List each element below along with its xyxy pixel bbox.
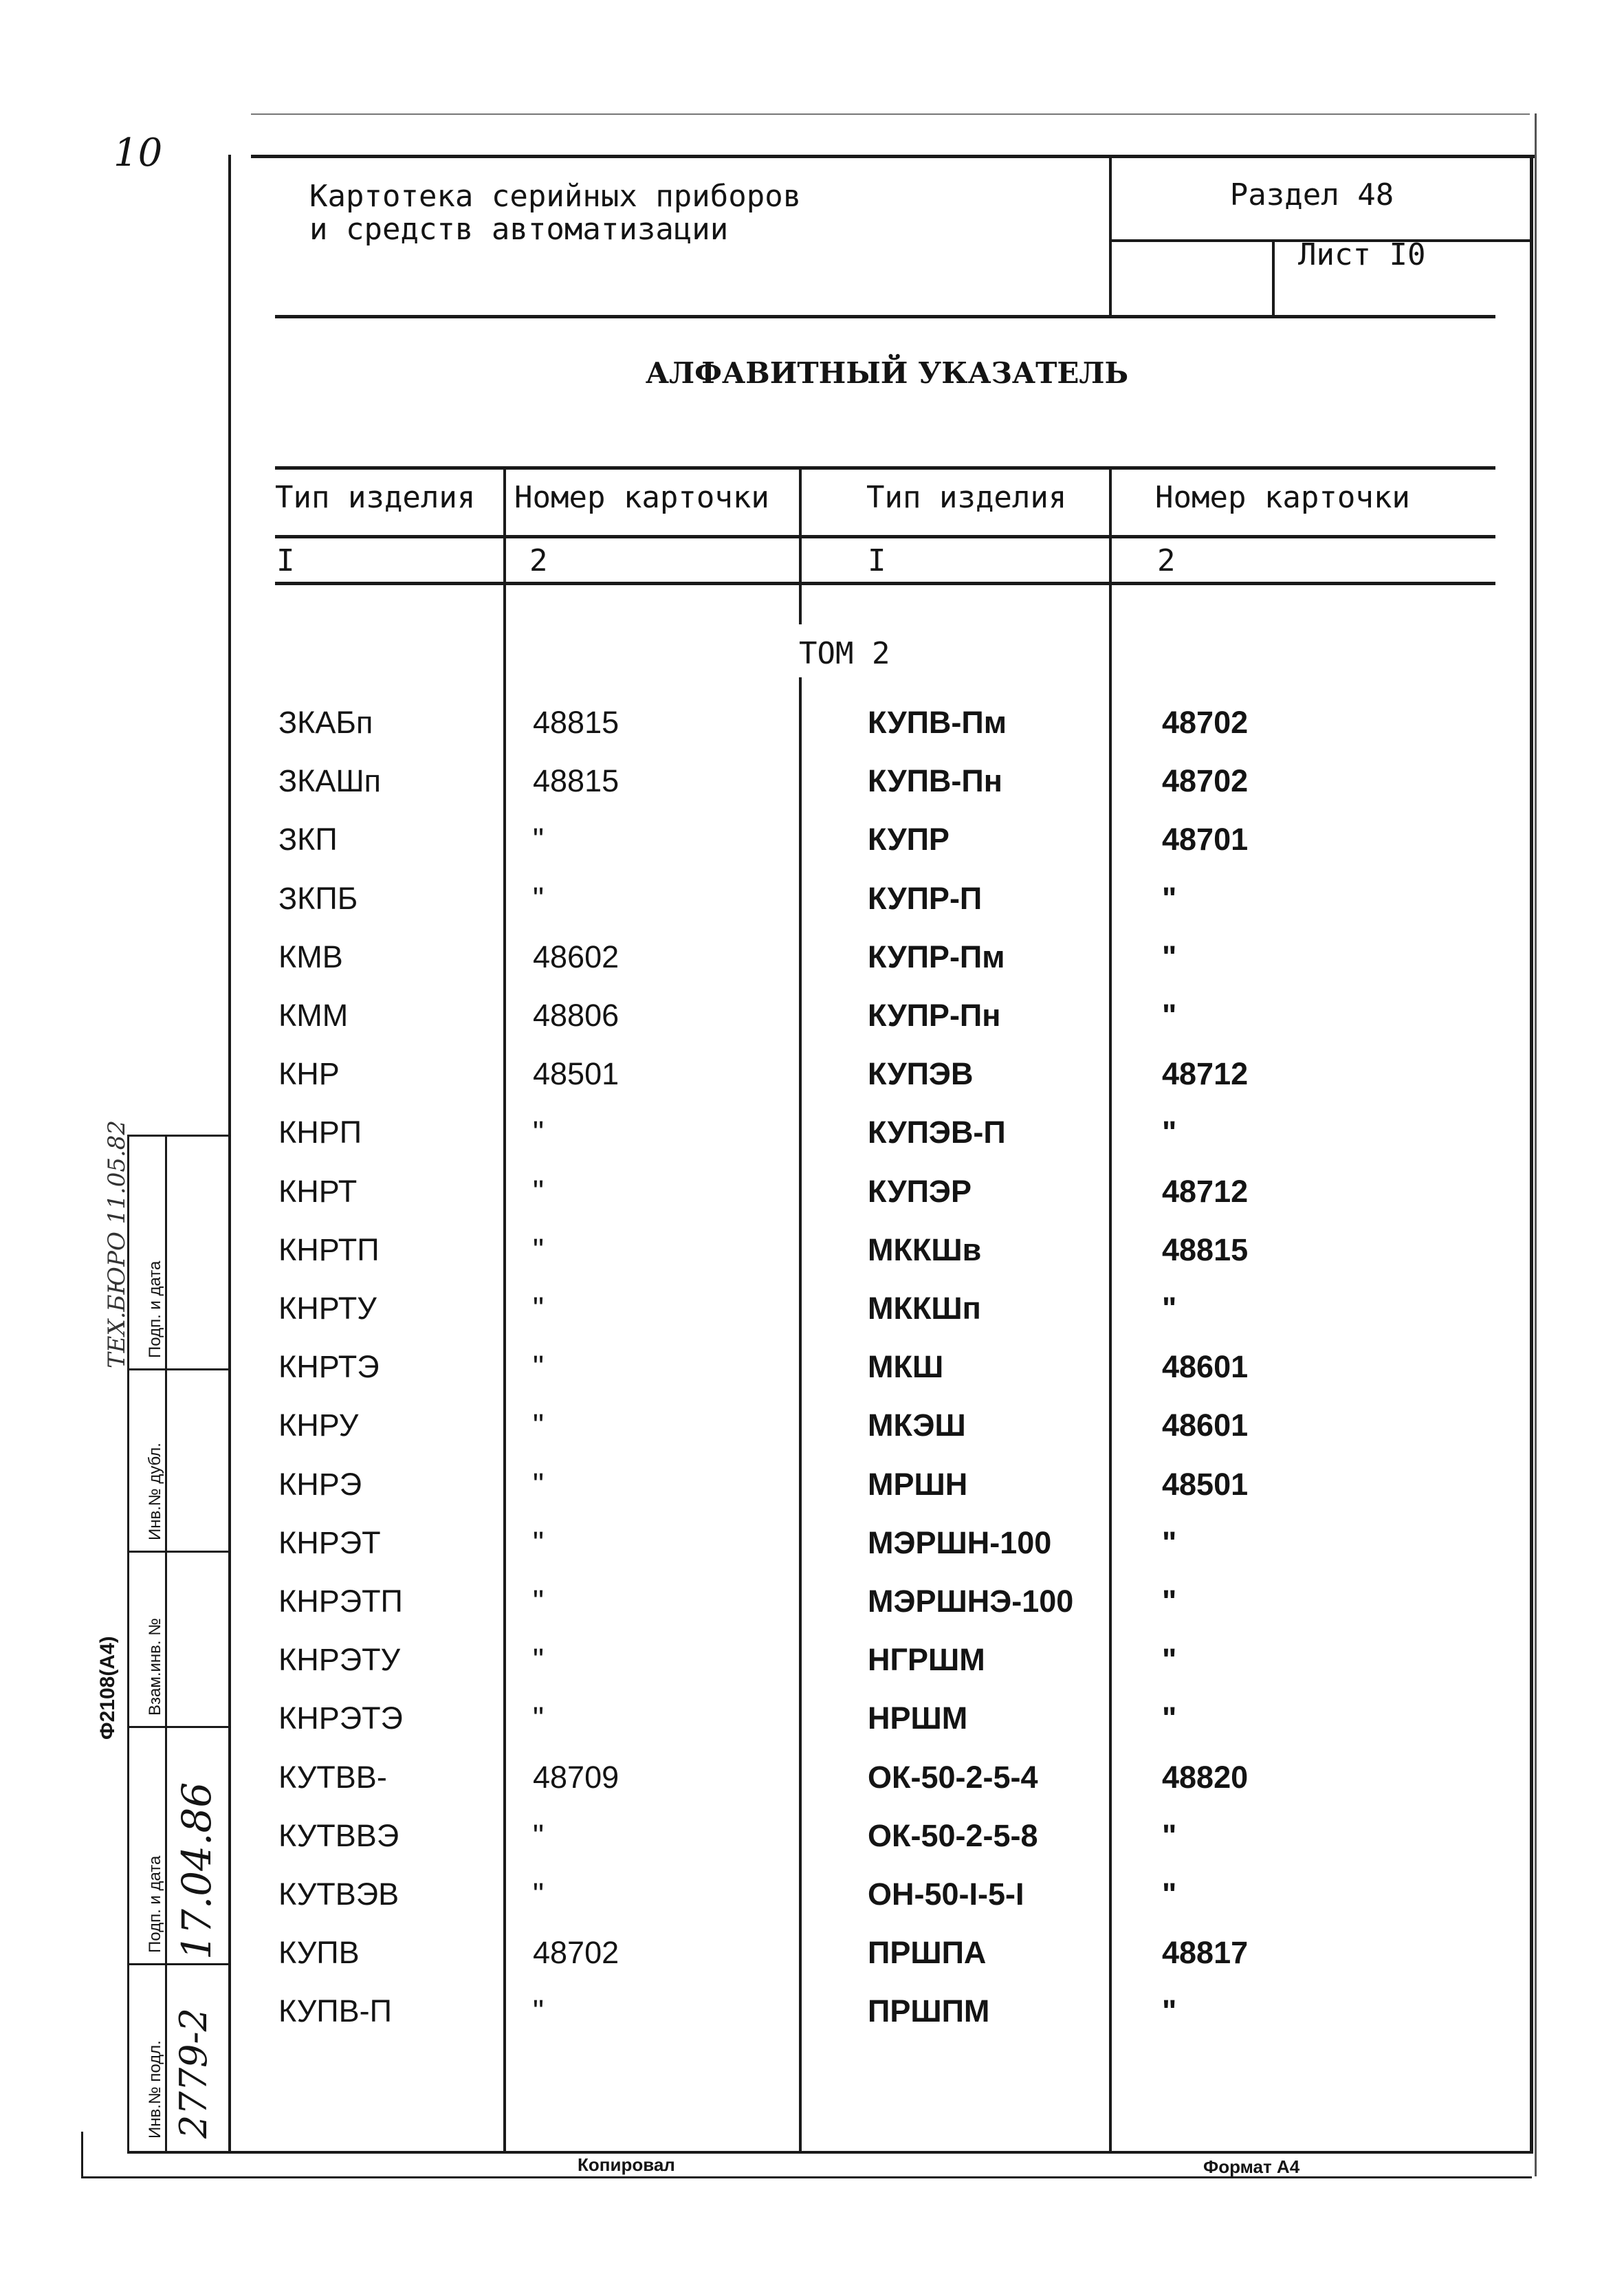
row-type-right: НРШМ [868,1701,968,1736]
col-sep-2 [799,466,802,624]
row-card-right: 48815 [1162,1232,1249,1267]
row-type-right: ПРШПМ [868,1993,990,2029]
row-type-right: НГРШМ [868,1642,985,1677]
row-type-right: КУПЭР [868,1174,972,1209]
row-type-left: ЗКП [278,822,338,857]
row-card-left: 48806 [533,998,619,1033]
row-type-right: КУПВ-Пн [868,763,1002,798]
row-card-left: " [533,1174,544,1209]
row-card-left: " [533,1993,544,2029]
table-num-rule [275,582,1495,585]
row-card-right: " [1162,998,1177,1033]
stamp-sign-date-2: Подп. и дата [146,1260,164,1358]
col-num-type-left: I [276,543,295,578]
col-num-card-right: 2 [1157,543,1176,578]
col-header-card-right: Номер карточки [1155,480,1410,515]
row-type-right: КУПЭВ-П [868,1115,1006,1150]
header-bottom-rule [275,315,1495,318]
stamp-inv-dup: Инв.№ дубл. [146,1443,164,1540]
row-type-left: КНРЭТП [278,1584,403,1619]
row-card-left: " [533,1467,544,1502]
table-head-rule [275,535,1495,538]
row-type-right: ОК-50-2-5-4 [868,1760,1038,1795]
row-card-left: " [533,1115,544,1150]
row-type-left: КУПВ-П [278,1993,392,2029]
col-header-type-right: Тип изделия [866,480,1067,515]
row-card-right: " [1162,939,1177,974]
col-num-type-right: I [868,543,886,578]
row-type-right: КУПР-Пм [868,939,1005,974]
row-type-left: КНРЭТЭ [278,1701,403,1736]
row-card-right: 48712 [1162,1056,1249,1091]
row-type-right: ПРШПА [868,1935,987,1970]
row-card-left: " [533,1525,544,1560]
row-card-left: " [533,1701,544,1736]
row-type-right: МЭРШНЭ-100 [868,1584,1074,1619]
row-type-left: КНРТУ [278,1291,377,1326]
row-type-left: КУТВВЭ [278,1818,399,1853]
stamp-sep-3 [127,1726,230,1728]
row-card-right: 48712 [1162,1174,1249,1209]
table-top-rule [275,466,1495,470]
row-type-left: КУПВ [278,1935,360,1970]
row-card-left: " [533,822,544,857]
row-type-right: МЭРШН-100 [868,1525,1052,1560]
stamp-col-divider [165,1135,167,2152]
col-sep-3 [1109,466,1112,2151]
row-type-left: КНРУ [278,1408,359,1443]
row-card-left: 48815 [533,763,619,798]
sheet-label: Лист I0 [1298,237,1426,272]
row-type-right: КУПР-Пн [868,998,1001,1033]
outer-right [1535,113,1537,2176]
row-card-left: 48602 [533,939,619,974]
volume-label: ТОМ 2 [799,636,890,671]
row-card-right: 48501 [1162,1467,1249,1502]
row-type-right: КУПЭВ [868,1056,974,1091]
col-num-card-left: 2 [529,543,548,578]
row-card-left: " [533,1232,544,1267]
col-sep-2b [799,677,802,2151]
row-type-left: КНРТЭ [278,1349,380,1384]
row-type-right: МКШ [868,1349,944,1384]
row-type-left: КНРТП [278,1232,380,1267]
row-card-right: 48702 [1162,705,1249,740]
header-sheet-divider [1272,239,1275,316]
frame-right [1530,155,1533,2152]
row-card-right: 48702 [1162,763,1249,798]
row-type-right: КУПР-П [868,881,983,916]
row-type-left: КНРЭ [278,1467,362,1502]
row-card-right: 48701 [1162,822,1249,857]
stamp-sep-2 [127,1551,230,1553]
row-card-left: " [533,1349,544,1384]
row-card-left: " [533,1818,544,1853]
page-number: 10 [113,131,163,175]
stamp-sep-1 [127,1368,230,1370]
row-card-right: 48601 [1162,1408,1249,1443]
header-title: Картотека серийных приборов и средств автоматизации [309,179,802,247]
row-type-right: ОН-50-I-5-I [868,1877,1024,1912]
row-card-right: 48601 [1162,1349,1249,1384]
row-card-right: " [1162,1584,1177,1619]
row-type-left: КНРЭТ [278,1525,381,1560]
footer-format: Формат А4 [1203,2156,1300,2177]
row-type-right: МКЭШ [868,1408,966,1443]
row-type-left: КНР [278,1056,340,1091]
row-card-left: 48501 [533,1056,619,1091]
stamp-sep-4 [127,1963,230,1965]
handwritten-sign-date: 17.04.86 [173,1782,220,1960]
row-card-left: " [533,1642,544,1677]
row-type-right: ОК-50-2-5-8 [868,1818,1038,1853]
row-type-left: ЗКПБ [278,881,358,916]
form-code: Ф2108(А4) [96,1636,119,1740]
row-type-right: МРШН [868,1467,968,1502]
row-card-right: " [1162,1642,1177,1677]
row-card-right: " [1162,1701,1177,1736]
col-header-card-left: Номер карточки [514,480,769,515]
stamp-inv-orig: Инв.№ подл. [146,2040,164,2139]
section-label: Раздел 48 [1229,177,1394,212]
row-type-left: КУТВЭВ [278,1877,399,1912]
col-header-type-left: Тип изделия [275,480,476,515]
row-card-left: 48709 [533,1760,619,1795]
row-type-right: МККШв [868,1232,982,1267]
row-type-left: КНРТ [278,1174,358,1209]
outer-dash-top [251,113,1530,115]
row-card-right: " [1162,1291,1177,1326]
frame-bottom [127,2151,1533,2154]
row-type-left: КНРЭТУ [278,1642,401,1677]
row-card-right: " [1162,881,1177,916]
frame-left [228,155,231,2152]
row-card-right: " [1162,1993,1177,2029]
row-type-left: КНРП [278,1115,362,1150]
row-type-left: ЗКАШп [278,763,382,798]
stamp-sign-date-1: Подп. и дата [146,1855,164,1953]
row-card-right: 48820 [1162,1760,1249,1795]
row-card-right: " [1162,1525,1177,1560]
index-title: АЛФАВИТНЫЙ УКАЗАТЕЛЬ [645,356,1129,390]
footer-copied: Копировал [578,2154,675,2175]
row-type-left: КМВ [278,939,343,974]
row-card-left: 48702 [533,1935,619,1970]
col-sep-1 [503,466,506,2151]
row-card-left: " [533,1408,544,1443]
row-card-left: " [533,881,544,916]
row-type-right: МККШп [868,1291,981,1326]
header-divider-vertical [1109,155,1112,316]
row-type-left: ЗКАБп [278,705,373,740]
outer-left [81,2132,83,2178]
stamp-top [127,1135,230,1137]
frame-top [251,155,1537,158]
row-type-right: КУПР [868,822,950,857]
row-type-left: КУТВВ- [278,1760,387,1795]
row-type-right: КУПВ-Пм [868,705,1007,740]
row-card-left: " [533,1877,544,1912]
row-type-left: КММ [278,998,349,1033]
stamp-repl-inv: Взам.инв. № [146,1617,164,1716]
row-card-left: " [533,1291,544,1326]
row-card-left: " [533,1584,544,1619]
row-card-right: " [1162,1115,1177,1150]
row-card-left: 48815 [533,705,619,740]
row-card-right: " [1162,1877,1177,1912]
row-card-right: " [1162,1818,1177,1853]
handwritten-inv-number: 2779-2 [172,2007,215,2139]
row-card-right: 48817 [1162,1935,1249,1970]
outer-bottom [81,2176,1532,2178]
handwritten-signature-top: ТЕХ.БЮРО 11.05.82 [103,1119,131,1368]
